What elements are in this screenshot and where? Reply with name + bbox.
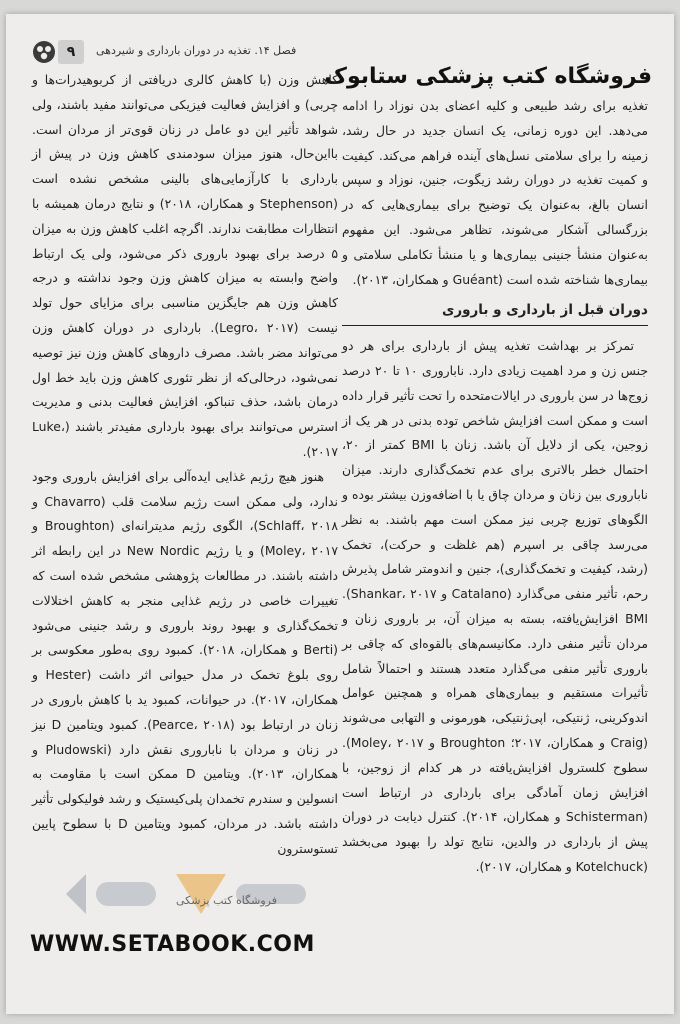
setabook-watermark (26, 854, 336, 964)
store-banner: فروشگاه کتب پزشکی ستابوک (324, 64, 652, 89)
section-heading: دوران قبل از بارداری و باروری (342, 298, 648, 326)
paragraph: تمرکز بر بهداشت تغذیه پیش از بارداری برای هر دو جنس زن و مرد اهمیت زیادی دارد. ناباروری ۱۰ تا ۲۰ درصد زوج‌ها در سن باروری در ایالات‌متحده را تحت تأثیر قرار داده است و ممکن است افزایش شاخص توده بدنی در هر یک از زوجین، یکی از دلایل آن باشد. زنان با BMI کمتر از ۲۰، احتمال خطر بالاتری برای عدم تخمک‌گذاری دارند. میزان ناباروری بین زنان و مردان چاق یا با اضافه‌وزن بیشتر بوده و الگوهای توزیع چربی نیز ممکن است مهم باشند. به نظر می‌رسد چاقی بر اسپرم (هم غلظت و حرکت)، تخمک (رشد، کیفیت و تخمک‌گذاری)، جنین و اندومتر شامل پذیرش رحم، تأثیر منفی می‌گذارد (Catalano و Shankar، ۲۰۱۷). BMI افزایش‌یافته، بسته به میزان آن، بر باروری زنان و مردان تأثیر منفی دارد. مکانیسم‌های بالقوه‌ای که چاقی بر باروری تأثیر منفی می‌گذارد متعدد هستند و احتمالاً شامل تأثیرات مستقیم و بیماری‌های همراه و همچنین عوامل اندوکرینی، ژنتیکی، اپی‌ژنتیکی، هورمونی و التهابی می‌شوند (Craig و همکاران، ۲۰۱۷؛ Broughton و Moley، ۲۰۱۷). سطوح کلسترول افزایش‌یافته در هر کدام از زوجین، با افزایش زمان آمادگی برای بارداری در ارتباط است (Schisterman و همکاران، ۲۰۱۴). کنترل دیابت در دوران پیش از بارداری در والدین، نتایج تولد را بهبود می‌بخشد (Kotelchuck و همکاران، ۲۰۱۷). (342, 338, 649, 874)
chapter-title: فصل ۱۴. تغذیه در دوران بارداری و شیردهی (96, 44, 297, 57)
watermark-url: WWW.SETABOOK.COM (30, 932, 315, 957)
paragraph: کاهش وزن (با کاهش کالری دریافتی از کربوهیدرات‌ها و چربی) و افزایش فعالیت فیزیکی می‌توانند مفید باشند، ولی شواهد تأثیر این دو عامل در زنان قوی‌تر از مردان است. بااین‌حال، هنوز میزان سودمندی کاهش وزن در پیش از بارداری با کارآزمایی‌های بالینی مشخص نشده است (Stephenson و همکاران، ۲۰۱۸) و نتایج درمان همیشه با انتظارات مطابقت ندارند. اگرچه اغلب کاهش وزن به میزان ۵ درصد برای بهبود باروری ذکر می‌شود، ولی یک ارتباط واضح وابسته به میزان کاهش وزن وجود نداشته و درجه کاهش وزن هم جایگزین مناسبی برای مزایای حول تولد نیست (Legro، ۲۰۱۷). بارداری در دوران کاهش وزن می‌تواند مضر باشد. مصرف داروهای کاهش وزن نیز توصیه نمی‌شود، درحالی‌که از نظر تئوری کاهش وزن باید خط اول درمان باشد، حذف تنباکو، افزایش فعالیت بدنی و مدیریت استرس می‌توانند برای بهبود بارداری مفیدتر باشند (Luke، ۲۰۱۷). (32, 72, 338, 459)
chapter-badge-icon (32, 40, 56, 64)
watermark-subtitle: فروشگاه کتب پزشکی (176, 894, 277, 907)
book-page (6, 14, 674, 1014)
right-column (342, 94, 648, 880)
left-column (32, 68, 338, 862)
page-number: ۹ (58, 40, 84, 64)
paragraph: هنوز هیچ رژیم غذایی ایده‌آلی برای افزایش باروری وجود ندارد، ولی ممکن است رژیم سلامت قلب (Chavarro و Schlaff، ۲۰۱۸)، الگوی رژیم مدیترانه‌ای (Broughton و Moley، ۲۰۱۷) و یا رژیم New Nordic در این رابطه اثر داشته باشند. در مطالعات پژوهشی مشخص شده است که تغییرات خاصی در رژیم غذایی منجر به کاهش اختلالات تخمک‌گذاری و بهبود روند باروری و رشد جنینی می‌شود (Berti و همکاران، ۲۰۱۸). کمبود روی به‌طور معکوسی بر روی بلوغ تخمک در مدل حیوانی اثر داشت (Hester و همکاران، ۲۰۱۷). در حیوانات، کمبود ید با کاهش باروری در زنان در ارتباط بود (Pearce، ۲۰۱۸). کمبود ویتامین D نیز در زنان و مردان با ناباروری نقش دارد (Pludowski و همکاران، ۲۰۱۳). ویتامین D ممکن است با مقاومت به انسولین و سندرم تخمدان پلی‌کیستیک و رشد فولیکولی تأثیر داشته باشد. در مردان، کمبود ویتامین D با سطوح پایین تستوسترون (32, 468, 339, 856)
paragraph: تغذیه برای رشد طبیعی و کلیه اعضای بدن نوزاد را ادامه می‌دهد. این دوره زمانی، یک انسان جدید در حال رشد، زمینه را برای سلامتی نسل‌های آینده فراهم می‌کند. کیفیت و کمیت تغذیه در دوران رشد زیگوت، جنین، نوزاد و سپس انسان بالغ، به‌عنوان یک توضیح برای بیماری‌هایی که در بزرگسالی آشکار می‌شوند، تظاهر می‌شود. این مفهوم به‌عنوان منشأ جنینی بیماری‌ها و یا منشأ تکاملی سلامتی و بیماری‌ها شناخته شده است (Guéant و همکاران، ۲۰۱۳). (342, 98, 648, 287)
